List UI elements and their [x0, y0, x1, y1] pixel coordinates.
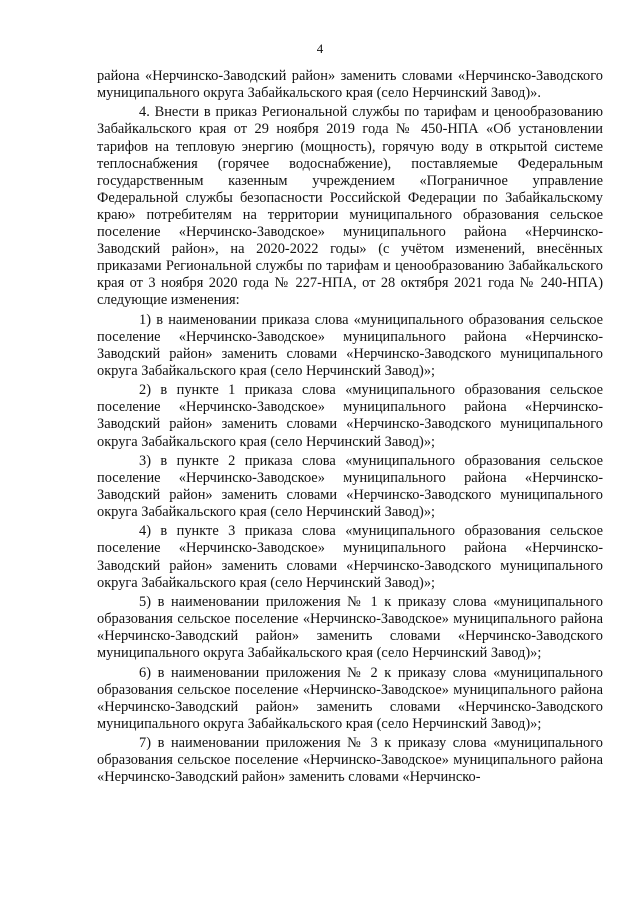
paragraph-continuation: района «Нерчинско-Заводский район» заменить словами «Нерчинско-Заводского муниципального округа Забайкальского края (село Нерчинский Завод)».	[97, 68, 603, 102]
paragraph-subitem-7: 7) в наименовании приложения № 3 к приказу слова «муниципального образования сельское поселение «Нерчинско-Заводское» муниципального района «Нерчинско-Заводский район» заменить словами «Нерчинско-	[97, 735, 603, 786]
paragraph-subitem-2: 2) в пункте 1 приказа слова «муниципального образования сельское поселение «Нерчинско-Заводское» муниципального района «Нерчинско-Заводский район» заменить словами «Нерчинско-Заводского муниципального округа Забайкальского края (село Нерчинский Завод)»;	[97, 382, 603, 450]
paragraph-item-4: 4. Внести в приказ Региональной службы по тарифам и ценообразованию Забайкальского края от 29 ноября 2019 года № 450-НПА «Об установлении тарифов на тепловую энергию (мощность), горячую воду в открытой системе теплоснабжения (горячее водоснабжение), поставляемые Федеральным государственным казенным учреждением «Пограничное управление Федеральной службы безопасности Российской Федерации по Забайкальскому краю» потребителям на территории муниципального образования сельское поселение «Нерчинско-Заводское» муниципального района «Нерчинско-Заводский район», на 2020-2022 годы» (с учётом изменений, внесённых приказами Региональной службы по тарифам и ценообразованию Забайкальского края от 3 ноября 2020 года № 227-НПА, от 28 октября 2021 года № 240-НПА) следующие изменения:	[97, 104, 603, 309]
paragraph-subitem-5: 5) в наименовании приложения № 1 к приказу слова «муниципального образования сельское поселение «Нерчинско-Заводское» муниципального района «Нерчинско-Заводский район» заменить словами «Нерчинско-Заводского муниципального округа Забайкальского края (село Нерчинский Завод)»;	[97, 593, 603, 662]
page-number: 4	[316, 41, 324, 56]
paragraph-subitem-3: 3) в пункте 2 приказа слова «муниципального образования сельское поселение «Нерчинско-Заводское» муниципального района «Нерчинско-Заводский район» заменить словами «Нерчинско-Заводского муниципального округа Забайкальского края (село Нерчинский Завод)»;	[97, 452, 603, 521]
document-body	[97, 68, 603, 786]
paragraph-subitem-1: 1) в наименовании приказа слова «муниципального образования сельское поселение «Нерчинско-Заводское» муниципального района «Нерчинско-Заводский район» заменить словами «Нерчинско-Заводского муниципального округа Забайкальского края (село Нерчинский Завод)»;	[97, 311, 603, 379]
paragraph-subitem-4: 4) в пункте 3 приказа слова «муниципального образования сельское поселение «Нерчинско-Заводское» муниципального района «Нерчинско-Заводский район» заменить словами «Нерчинско-Заводского муниципального округа Забайкальского края (село Нерчинский Завод)»;	[97, 523, 603, 591]
paragraph-subitem-6: 6) в наименовании приложения № 2 к приказу слова «муниципального образования сельское поселение «Нерчинско-Заводское» муниципального района «Нерчинско-Заводский район» заменить словами «Нерчинско-Заводского муниципального округа Забайкальского края (село Нерчинский Завод)»;	[97, 664, 603, 732]
